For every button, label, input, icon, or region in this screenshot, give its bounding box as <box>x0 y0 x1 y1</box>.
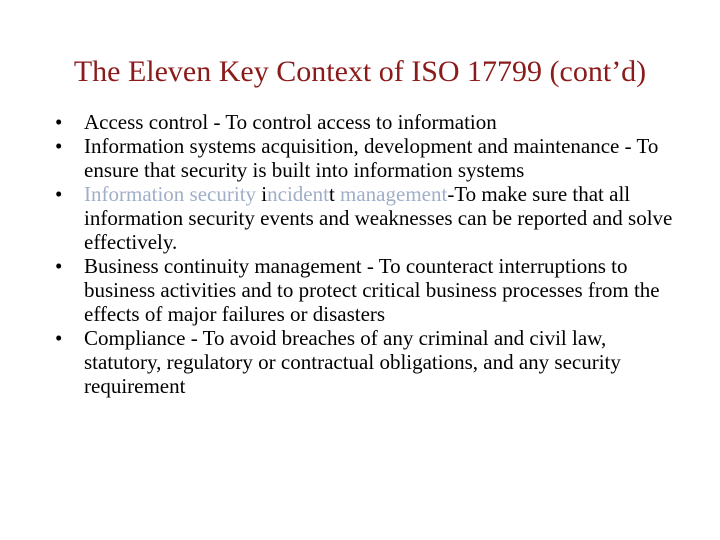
incident-text-t: t <box>328 182 335 206</box>
bullet-list <box>55 110 675 398</box>
management-link[interactable]: management <box>334 182 448 206</box>
bullet-text: -To make sure that all information security events and weaknesses can be reported and solve effectively. <box>84 182 673 254</box>
incident-link[interactable]: ncident <box>267 182 329 206</box>
bullet-item-compliance <box>55 326 675 398</box>
bullet-icon: • <box>55 182 63 206</box>
bullet-icon: • <box>55 134 63 158</box>
bullet-text: Access control - To control access to information <box>84 110 497 134</box>
bullet-item-incident-management <box>55 182 675 254</box>
bullet-text: Information systems acquisition, development and maintenance - To ensure that security is built into information systems <box>84 134 659 182</box>
bullet-item-access-control <box>55 110 675 134</box>
bullet-item-business-continuity <box>55 254 675 326</box>
slide-title: The Eleven Key Context of ISO 17799 (cont’d) <box>73 55 647 88</box>
bullet-icon: • <box>55 254 63 278</box>
bullet-icon: • <box>55 110 63 134</box>
incident-text-i: i <box>261 182 268 206</box>
bullet-icon: • <box>55 326 63 350</box>
bullet-text: Compliance - To avoid breaches of any criminal and civil law, statutory, regulatory or contractual obligations, and any security requirement <box>84 326 621 398</box>
bullet-item-systems-acquisition <box>55 134 675 182</box>
bullet-text: Business continuity management - To counteract interruptions to business activities and to protect critical business processes from the effects of major failures or disasters <box>84 254 660 326</box>
information-security-link[interactable]: Information security <box>84 182 262 206</box>
